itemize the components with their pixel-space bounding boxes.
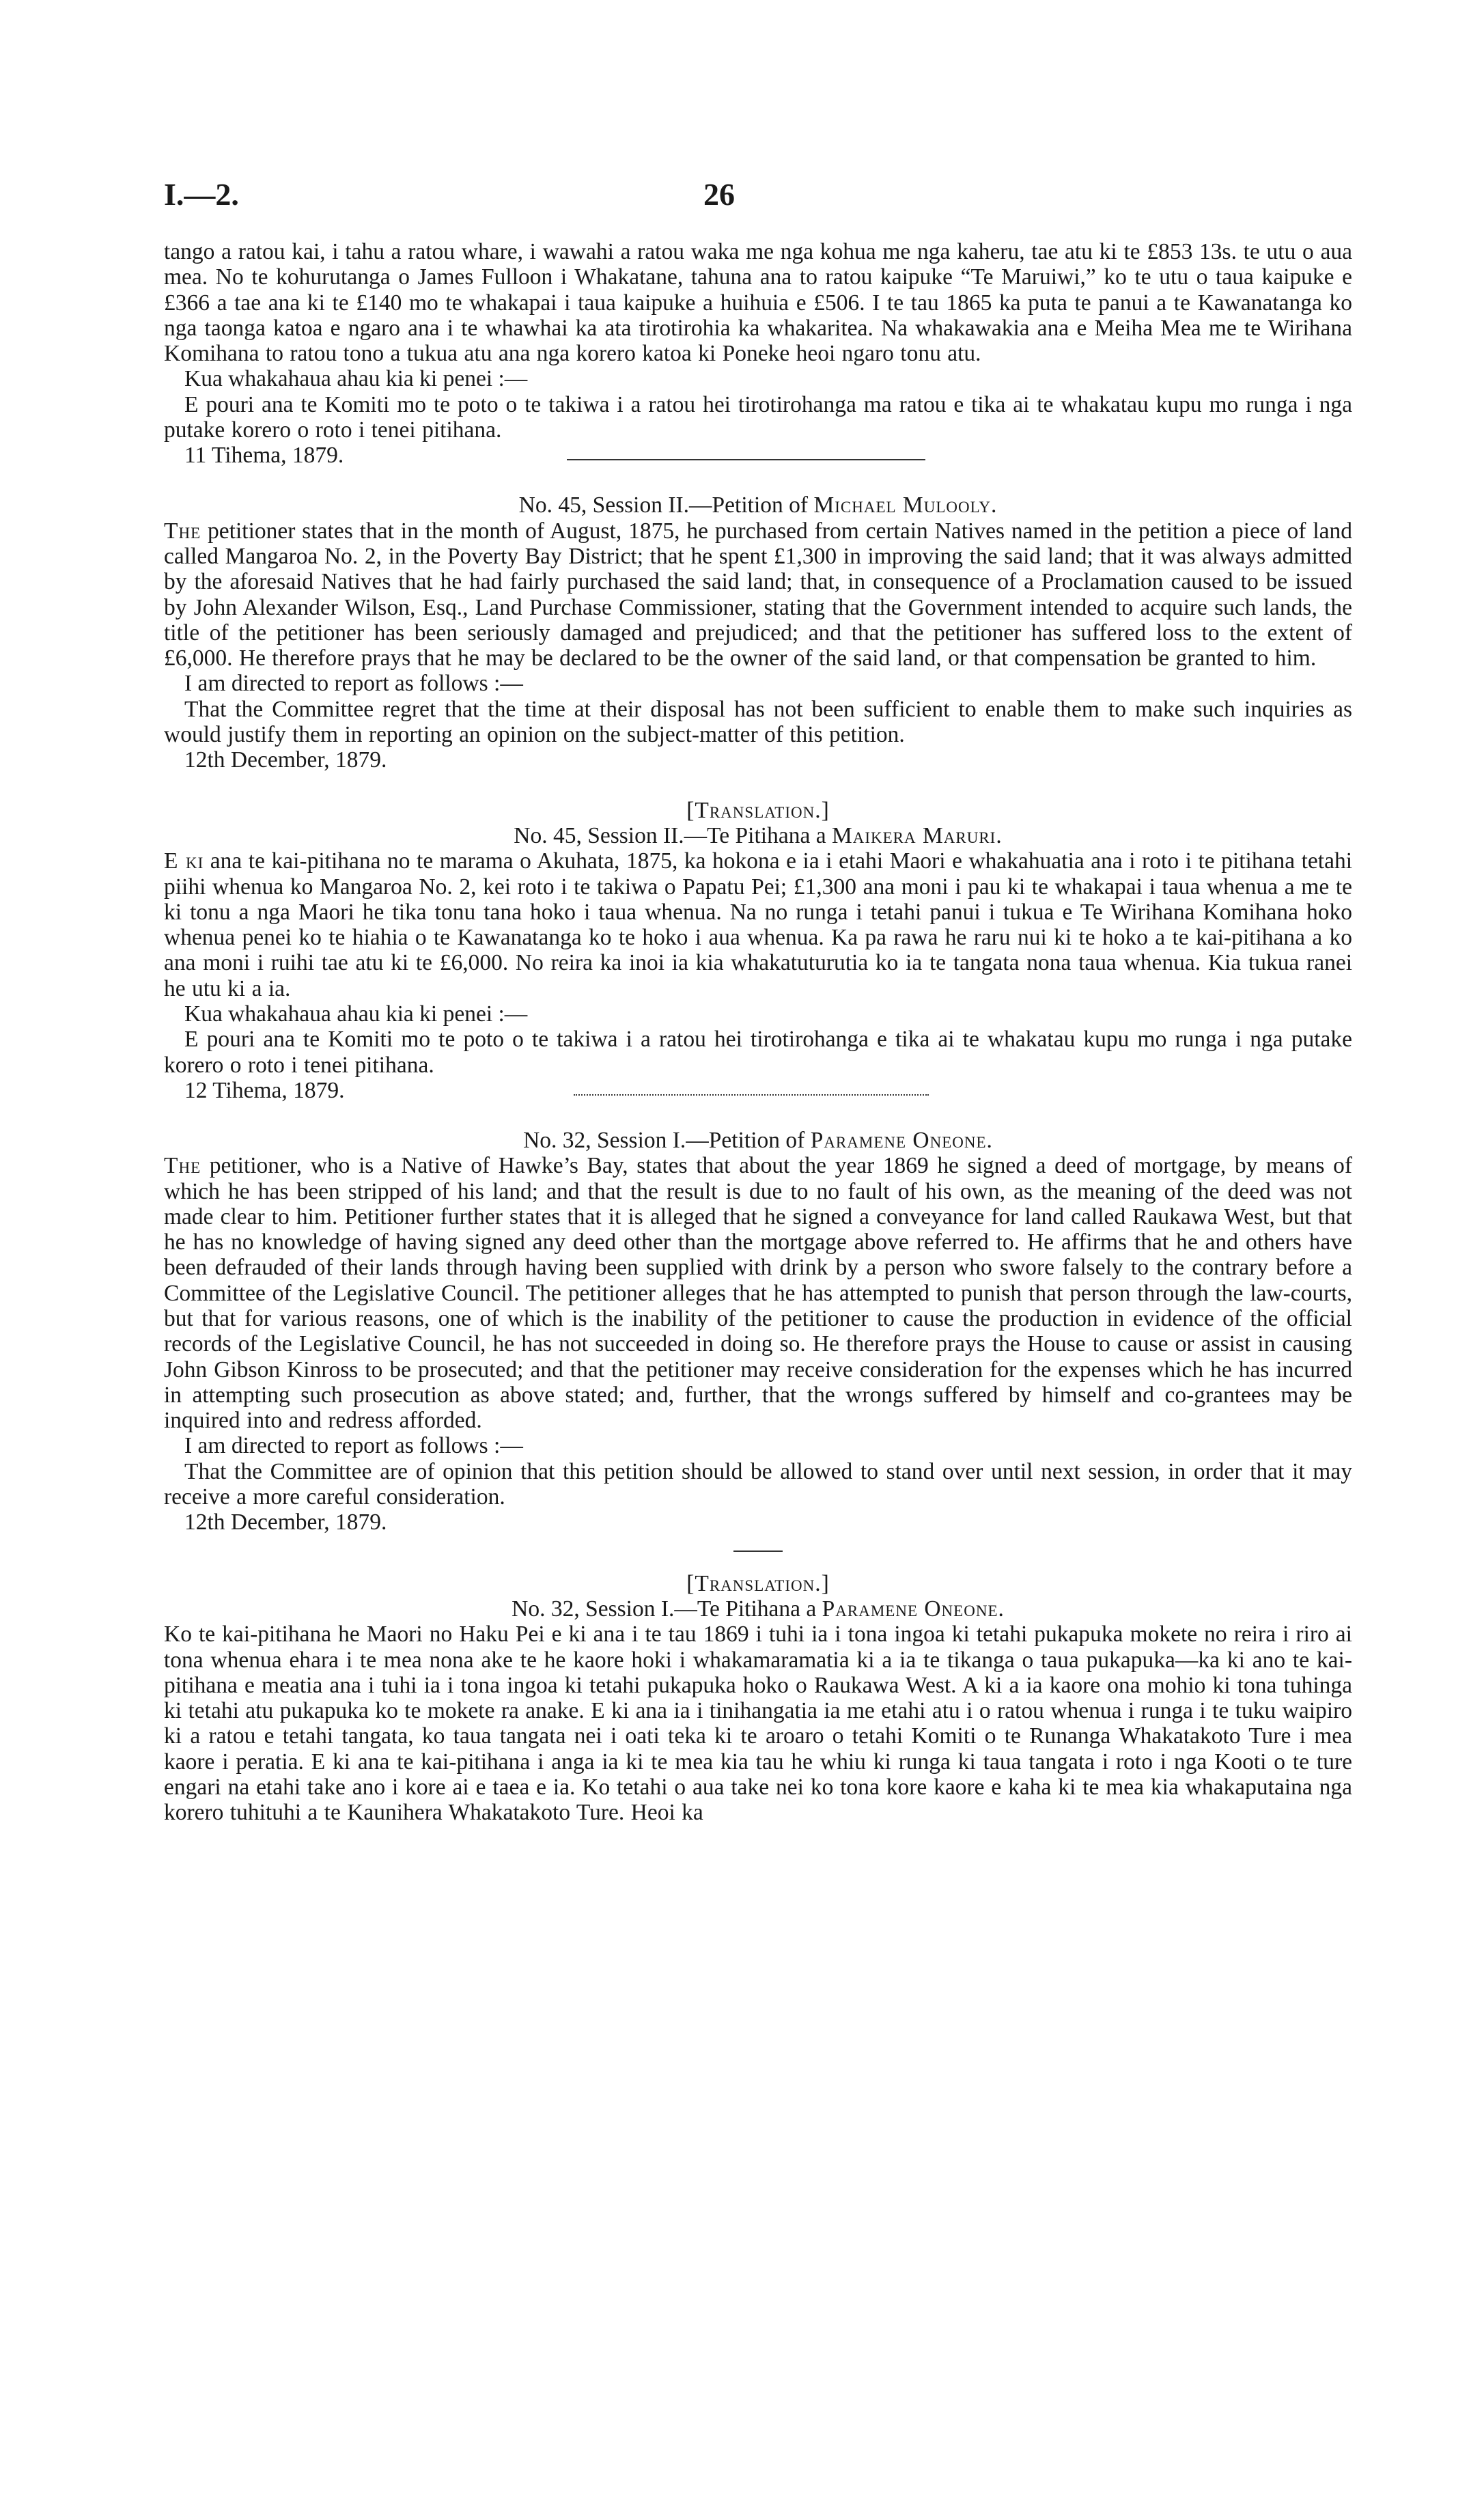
- petition-45-lead: The: [164, 518, 201, 544]
- translation-45-directive: Kua whakahaua ahau kia ki penei :—: [184, 1001, 528, 1027]
- section-divider: [567, 459, 925, 460]
- translation-32-heading-prefix: No. 32, Session I.—Te Pitihana a: [512, 1596, 817, 1622]
- translation-32-petitioner: Paramene Oneone.: [822, 1596, 1005, 1622]
- petition-45-body-text: petitioner states that in the month of August, 1875, he purchased from certain Natives named in the petition a piece of land called Mangaroa No. 2, in the Poverty Bay District; that he spent £1,300 in improving the said land; that it was always admitted by the aforesaid Natives that he had fairly purchased the said land; that, in consequence of a Proclamation caused to be issued by John Alexander Wilson, Esq., Land Purchase Commissioner, stating that the Government intended to acquire such lands, the title of the petitioner has been seriously damaged and prejudiced; and that the petitioner has suffered loss to the extent of £6,000. He therefore prays that he may be declared to be the owner of the said land, or that compensation be granted to him.: [164, 518, 1352, 671]
- petition-45-directive: I am directed to report as follows :—: [184, 671, 523, 697]
- translation-45-body: [164, 848, 1352, 1001]
- page-number: 26: [703, 177, 735, 212]
- section-divider: [574, 1094, 929, 1096]
- petition-32-lead: The: [164, 1153, 201, 1179]
- translation-45-label: [Translation.]: [686, 797, 830, 823]
- continuation-directive: Kua whakahaua ahau kia ki penei :—: [184, 366, 528, 392]
- petition-45-heading: [164, 492, 1352, 518]
- petition-45-date: 12th December, 1879.: [184, 747, 387, 773]
- page-body: [164, 239, 1352, 1826]
- petition-32-directive: I am directed to report as follows :—: [184, 1433, 523, 1459]
- translation-45-report: E pouri ana te Komiti mo te poto o te takiwa i a ratou hei tirotirohanga e tika ai te whakatau kupu mo runga i nga putake korero o roto i tenei pitihana.: [164, 1027, 1352, 1078]
- petition-45-heading-prefix: No. 45, Session II.—Petition of: [518, 492, 809, 518]
- continuation-date: 11 Tihema, 1879.: [184, 443, 344, 469]
- petition-32-heading-prefix: No. 32, Session I.—Petition of: [523, 1127, 805, 1153]
- translation-45-lead: E ki: [164, 848, 204, 874]
- petition-32-heading: [164, 1128, 1352, 1153]
- translation-45-date-row: [164, 1078, 1352, 1103]
- continuation-report: E pouri ana te Komiti mo te poto o te takiwa i a ratou hei tirotirohanga ma ratou e tika ai te whakatau kupu mo runga i nga putake korero o roto i tenei pitihana.: [164, 391, 1352, 443]
- translation-45-date: 12 Tihema, 1879.: [184, 1077, 345, 1103]
- continuation-date-row: [164, 443, 1352, 468]
- translation-32-body: Ko te kai-pitihana he Maori no Haku Pei e ki ana i te tau 1869 i tuhi ia i tona ingoa ki tetahi pukapuka mokete no reira i riro ai tona whenua ehara i te mea nona ake te he kaore hoki i whakamaramatia ki a ia te tikanga o taua pukapuka—ka ki ano te kai-pitihana e meatia ana i tuhi ia i tona ingoa ki tetahi pukapuka hoko o Raukawa West. A ki a ia kaore ona mohio ki tona tuhinga ki tetahi atu pukapuka ko te mokete ra anake. E ki ana ia i tinihangatia ia me etahi atu i o ratou whenua i runga i te tuku waipiro ki a ratou e tetahi tangata, ko taua tangata nei i oati teka ki te aroaro o tetahi Komiti o te Runanga Whakatakoto Ture i mea kaore i peratia. E ki ana te kai-pitihana i anga ia ki te mea kia tau he whiu ki runga ki taua tangata i roto i nga Kooti o te ture engari na etahi take ano i kore ai e taea e ia. Ko tetahi o aua take nei ko tona kore kaore e kaha ki te mea kia whakaputaina nga korero tuhituhi a te Kaunihera Whakatakoto Ture. Heoi ka: [164, 1622, 1352, 1826]
- translation-32-heading: [164, 1596, 1352, 1622]
- translation-45-petitioner: Maikera Maruri.: [831, 822, 1003, 848]
- petition-45-report: That the Committee regret that the time at their disposal has not been sufficient to enable them to make such inquiries as would justify them in reporting an opinion on the subject-matter of this petition.: [164, 696, 1352, 748]
- translation-32-label: [Translation.]: [686, 1570, 830, 1596]
- translation-45-heading-prefix: No. 45, Session II.—Te Pitihana a: [514, 822, 826, 848]
- document-reference: I.—2.: [164, 177, 239, 212]
- petition-45-body: [164, 518, 1352, 671]
- petition-32-body: [164, 1153, 1352, 1433]
- translation-45-body-text: ana te kai-pitihana no te marama o Akuhata, 1875, ka hokona e ia i etahi Maori e whakahuatia ana i roto i te pitihana tetahi piihi whenua ko Mangaroa No. 2, kei roto i te takiwa o Papatu Pei; £1,300 ana moni i pau ki te whakapai i taua whenua a me te ki tonu a nga Maori he tika tonu tana hoko i taua whenua. Na no runga i tetahi panui i tukua e Te Wirihana Komihana hoko whenua penei ko te hiahia o te Kawanatanga ko te hoko i aua whenua. Ka pa rawa he raru nui ki te hoko a te kai-pitihana a ko ana moni i ruihi tae atu ki te £6,000. No reira ka inoi ia kia whakatuturutia ko ia te tangata nona taua whenua. Kia tukua ranei he utu ki a ia.: [164, 848, 1353, 1001]
- petition-45-petitioner: Michael Mulooly.: [813, 492, 998, 518]
- translation-45-heading: [164, 823, 1352, 848]
- petition-32-report: That the Committee are of opinion that this petition should be allowed to stand over until next session, in order that it may receive a more careful consideration.: [164, 1458, 1352, 1510]
- petition-32-date: 12th December, 1879.: [184, 1510, 387, 1535]
- petition-32-body-text: petitioner, who is a Native of Hawke’s Bay, states that about the year 1869 he signed a deed of mortgage, by means of which he has been stripped of his land; and that the result is due to no fault of his own, as the meaning of the deed was not made clear to him. Petitioner further states that it is alleged that he signed a conveyance for land called Raukawa West, but that he has no knowledge of having signed any deed other than the mortgage above referred to. He affirms that he and others have been defrauded of their lands through having been supplied with drink by a person who swore falsely to the contrary before a Committee of the Legislative Council. The petitioner alleges that he has attempted to punish that person through the law-courts, but that for various reasons, one of which is the inability of the petitioner to cause the production in evidence of the official records of the Legislative Council, he has not succeeded in doing so. He therefore prays the House to cause or assist in causing John Gibson Kinross to be prosecuted; and that the petitioner may receive consideration for the expenses which he has incurred in attempting such prosecution as above stated; and, further, that the wrongs suffered by himself and co-grantees may be inquired into and redress afforded.: [164, 1153, 1352, 1434]
- petition-32-petitioner: Paramene Oneone.: [810, 1127, 993, 1153]
- continuation-paragraph: tango a ratou kai, i tahu a ratou whare, i wawahi a ratou waka me nga kohua me nga kaheru, tae atu ki te £853 13s. te utu o aua mea. No te kohurutanga o James Fulloon i Whakatane, tahuna ana to ratou kaipuke “Te Maruiwi,” ko te utu o taua kaipuke e £366 a tae ana ki te £140 mo te whakapai i taua kaipuke a huihuia e £506. I te tau 1865 ka puta te panui a te Kawanatanga ko nga taonga katoa e ngaro ana i te whawhai ka ata tirotirohia ka whakaritea. Na whakawakia ana e Meiha Mea me te Wirihana Komihana to ratou tono a tukua atu ana nga korero katoa ki Poneke heoi ngaro tonu atu.: [164, 239, 1352, 367]
- page-header: [164, 176, 1352, 224]
